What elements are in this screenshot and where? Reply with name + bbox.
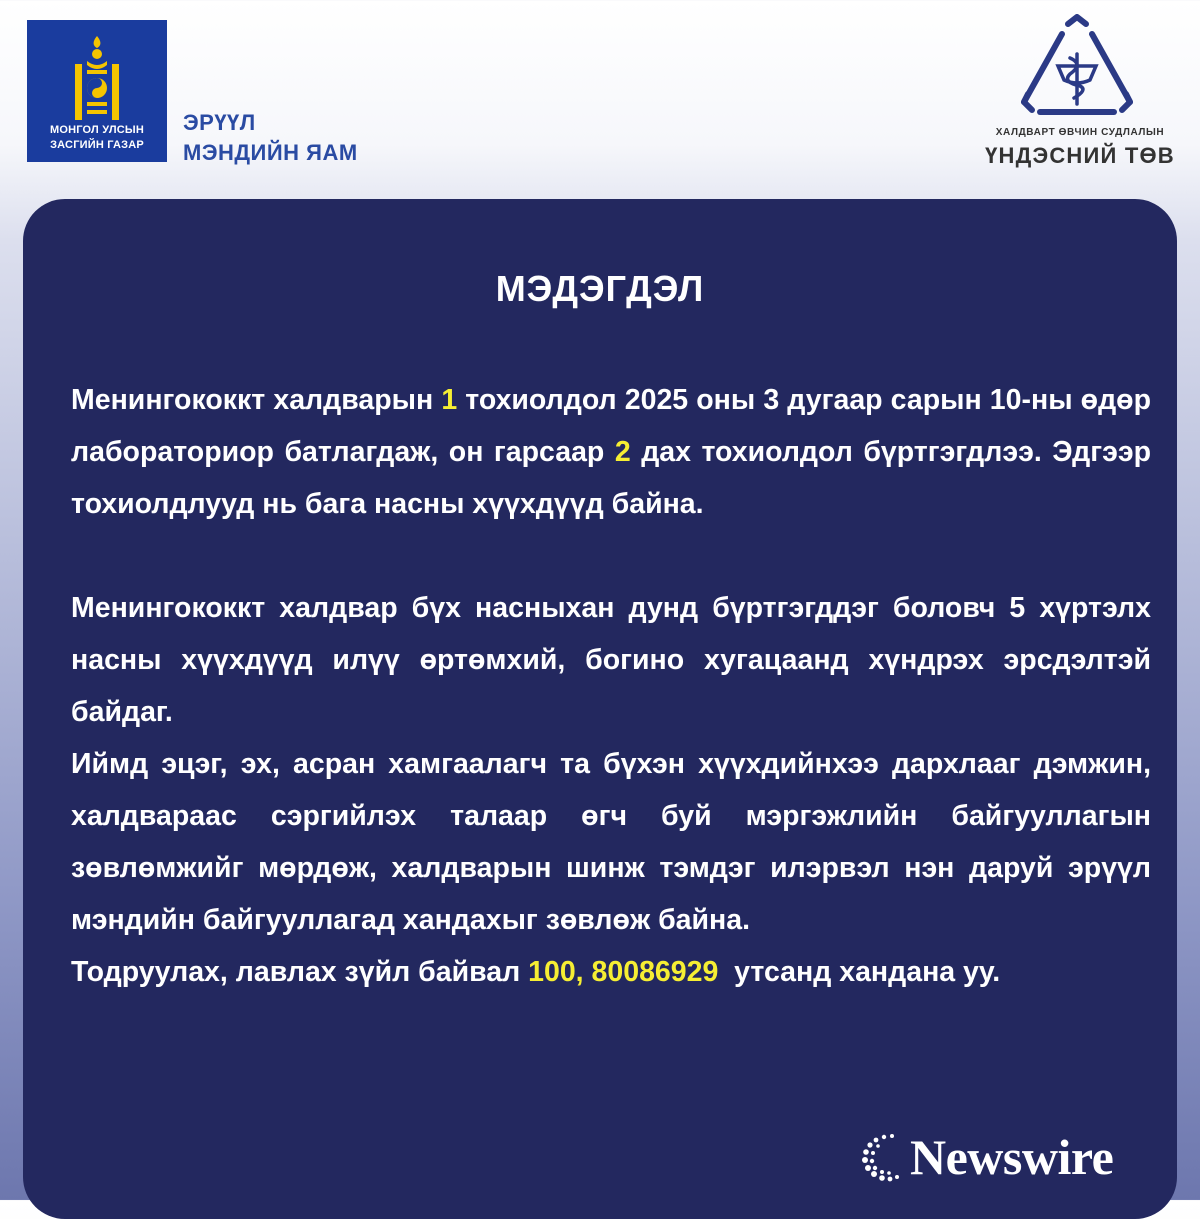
newswire-text: Newswire [910, 1129, 1114, 1185]
gov-logo-line1: МОНГОЛ УЛСЫН [49, 124, 144, 136]
ncd-name-big: ҮНДЭСНИЙ ТӨВ [985, 143, 1175, 168]
ministry-name-line1: ЭРҮҮЛ [183, 110, 256, 135]
ministry-name-line2: МЭНДИЙН ЯАМ [183, 140, 358, 165]
paragraph-contact [71, 946, 1151, 998]
soyombo-emblem-icon [75, 34, 119, 120]
paragraph-risk: Менингококкт халдвар бүх насныхан дунд бүртгэгддэг боловч 5 хүртэлх насны хүүхдүүд илүү өртөмхий, богино хугацаанд хүндрэх эрсдэлтэй байдаг. [71, 592, 1151, 728]
case-count-highlight: 1 [441, 384, 458, 416]
newswire-swoosh-icon [862, 1132, 906, 1182]
p4-text-a: Тодруулах, лавлах зүйл байвал [71, 956, 529, 988]
notice-title: МЭДЭГДЭЛ [495, 268, 705, 309]
paragraph-advice: Иймд эцэг, эх, асран хамгаалагч та бүхэн хүүхдийнхээ дархлааг дэмжин, халдвараас сэргийлэх талаар өгч буй мэргэжлийн байгууллагын зөвлөмжийг мөрдөж, халдварын шинж тэмдэг илэрвэл нэн даруй эрүүл мэндийн байгууллагад хандахыг зөвлөж байна. [71, 748, 1151, 936]
p4-text-b: утсанд хандана уу. [718, 956, 1001, 988]
case-number-highlight: 2 [614, 436, 631, 468]
p1-text-c: дах тохиолдол бүртгэгдлээ. Эдгээр тохиолдлууд нь бага насны хүүхдүүд байна. [71, 436, 1151, 520]
p1-text-a: Менингококкт халдварын [71, 384, 442, 416]
paragraph-cases [71, 374, 1151, 530]
ncd-name-small: ХАЛДВАРТ ӨВЧИН СУДЛАЛЫН [995, 127, 1165, 138]
newswire-watermark [862, 1127, 1113, 1187]
phone-numbers: 100, 80086929 [528, 956, 719, 988]
government-logo [27, 20, 167, 162]
p1-text-b: тохиолдол 2025 оны 3 дугаар сарын 10-ны өдөр лабораториор батлагдаж, он гарсаар [71, 384, 1151, 468]
notice-body [71, 374, 1151, 998]
gov-logo-line2: ЗАСГИЙН ГАЗАР [50, 139, 144, 151]
triangle-caduceus-icon [1018, 14, 1136, 118]
